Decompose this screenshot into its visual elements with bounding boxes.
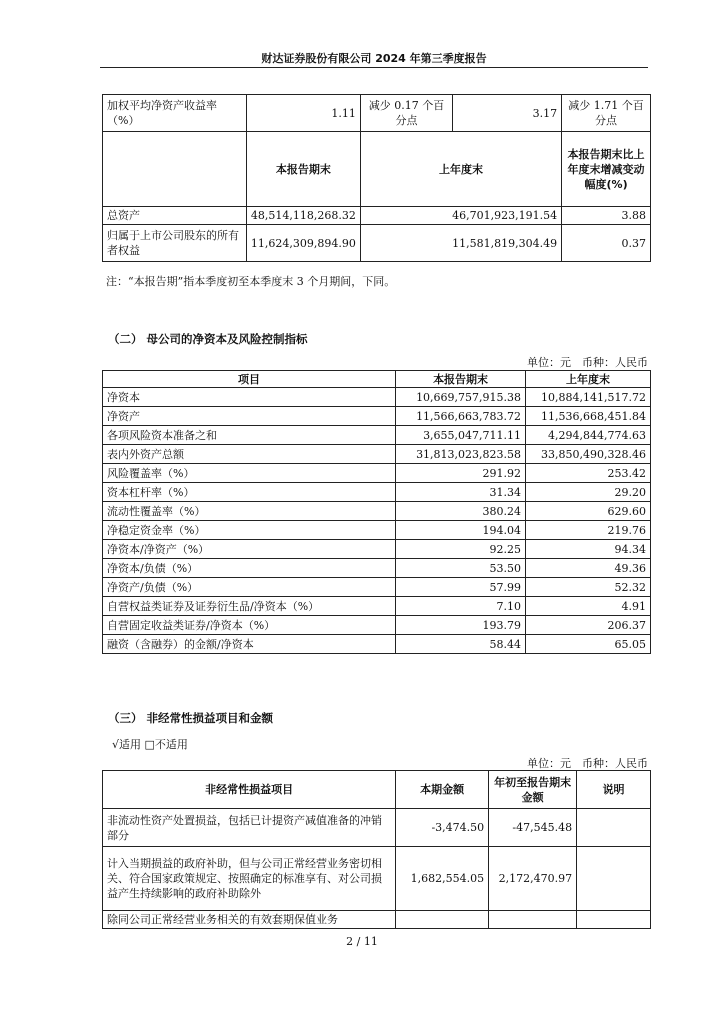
key-indicators-table <box>102 94 651 262</box>
row-label: 风险覆盖率（%） <box>103 464 396 483</box>
cell-value: 4.91 <box>526 597 651 616</box>
row-label: 总资产 <box>103 207 247 225</box>
row-label: 净稳定资金率（%） <box>103 521 396 540</box>
row-label: 净资本/净资产（%） <box>103 540 396 559</box>
table-row <box>103 597 651 616</box>
table-row <box>103 445 651 464</box>
cell-value: 65.05 <box>526 635 651 654</box>
table-row <box>103 464 651 483</box>
cell-value: 58.44 <box>396 635 526 654</box>
cell-value: 2,172,470.97 <box>489 847 577 911</box>
column-header: 上年度末 <box>360 132 561 207</box>
cell-value <box>489 911 577 929</box>
cell-value: 629.60 <box>526 502 651 521</box>
cell-value: 46,701,923,191.54 <box>360 207 561 225</box>
page-number: 2 / 11 <box>346 935 378 948</box>
cell-value: 219.76 <box>526 521 651 540</box>
cell-value: 10,669,757,915.38 <box>396 388 526 407</box>
cell-value: -47,545.48 <box>489 809 577 847</box>
table-row <box>103 847 651 911</box>
column-header: 上年度末 <box>526 371 651 388</box>
cell-value <box>396 911 489 929</box>
unit-label: 单位：元 币种：人民币 <box>527 356 648 369</box>
table-row <box>103 426 651 445</box>
cell-value: 1.11 <box>246 95 360 132</box>
row-label: 自营固定收益类证券/净资本（%） <box>103 616 396 635</box>
table-row <box>103 911 651 929</box>
cell-value: 11,536,668,451.84 <box>526 407 651 426</box>
row-label: 计入当期损益的政府补助，但与公司正常经营业务密切相关、符合国家政策规定、按照确定的标准享有、对公司损益产生持续影响的政府补助除外 <box>103 847 396 911</box>
section-title: （三） 非经常性损益项目和金额 <box>108 711 274 725</box>
table-row <box>103 559 651 578</box>
cell-value: 29.20 <box>526 483 651 502</box>
cell-value: 253.42 <box>526 464 651 483</box>
table-row <box>103 540 651 559</box>
section-title: （二） 母公司的净资本及风险控制指标 <box>108 332 308 346</box>
row-label: 净资本 <box>103 388 396 407</box>
cell-value: 31.34 <box>396 483 526 502</box>
table-header-row <box>103 771 651 809</box>
cell-value: 48,514,118,268.32 <box>246 207 360 225</box>
cell-value: 3.88 <box>562 207 651 225</box>
table-row <box>103 809 651 847</box>
table-row <box>103 635 651 654</box>
column-header: 本报告期末 <box>396 371 526 388</box>
cell-value: 减少 0.17 个百分点 <box>360 95 452 132</box>
row-label: 净资产 <box>103 407 396 426</box>
column-header: 说明 <box>577 771 651 809</box>
table-header-row <box>103 132 651 207</box>
table-row <box>103 225 651 262</box>
row-label: 净资本/负债（%） <box>103 559 396 578</box>
table-row <box>103 388 651 407</box>
non-recurring-items-table <box>102 770 651 929</box>
column-header: 年初至报告期末金额 <box>489 771 577 809</box>
cell-value: 减少 1.71 个百分点 <box>562 95 651 132</box>
column-header: 项目 <box>103 371 396 388</box>
cell-value: 31,813,023,823.58 <box>396 445 526 464</box>
cell-value: 92.25 <box>396 540 526 559</box>
cell-value: 52.32 <box>526 578 651 597</box>
column-header: 本报告期末比上年度末增减变动幅度(%) <box>562 132 651 207</box>
cell-value: 33,850,490,328.46 <box>526 445 651 464</box>
cell-value: 49.36 <box>526 559 651 578</box>
cell-value: 7.10 <box>396 597 526 616</box>
cell-value: 10,884,141,517.72 <box>526 388 651 407</box>
cell-value: 194.04 <box>396 521 526 540</box>
applicable-checkbox-line: √适用 □不适用 <box>112 738 188 751</box>
cell-value <box>577 809 651 847</box>
cell-value: 380.24 <box>396 502 526 521</box>
table-row <box>103 578 651 597</box>
cell-value: 11,566,663,783.72 <box>396 407 526 426</box>
column-header: 非经常性损益项目 <box>103 771 396 809</box>
net-capital-table <box>102 370 651 654</box>
cell-value: -3,474.50 <box>396 809 489 847</box>
cell-value: 57.99 <box>396 578 526 597</box>
row-label: 资本杠杆率（%） <box>103 483 396 502</box>
cell-value: 94.34 <box>526 540 651 559</box>
table-note: 注：“本报告期”指本季度初至本季度末 3 个月期间，下同。 <box>106 275 396 288</box>
header-divider <box>100 67 648 68</box>
row-label: 流动性覆盖率（%） <box>103 502 396 521</box>
cell-value: 3,655,047,711.11 <box>396 426 526 445</box>
cell-value: 291.92 <box>396 464 526 483</box>
cell-value: 0.37 <box>562 225 651 262</box>
table-row <box>103 616 651 635</box>
cell-value: 1,682,554.05 <box>396 847 489 911</box>
cell-value: 53.50 <box>396 559 526 578</box>
cell-value <box>577 911 651 929</box>
table-row <box>103 95 651 132</box>
unit-label: 单位：元 币种：人民币 <box>527 757 648 770</box>
cell-value: 11,624,309,894.90 <box>246 225 360 262</box>
row-label: 归属于上市公司股东的所有者权益 <box>103 225 247 262</box>
table-row <box>103 502 651 521</box>
page-header: 财达证券股份有限公司 2024 年第三季度报告 <box>261 52 487 65</box>
row-label: 加权平均净资产收益率（%） <box>103 95 247 132</box>
row-label: 融资（含融券）的金额/净资本 <box>103 635 396 654</box>
table-row <box>103 407 651 426</box>
cell-value: 193.79 <box>396 616 526 635</box>
table-header-row <box>103 371 651 388</box>
table-row <box>103 483 651 502</box>
table-row <box>103 207 651 225</box>
cell-value: 206.37 <box>526 616 651 635</box>
column-header: 本期金额 <box>396 771 489 809</box>
row-label: 除同公司正常经营业务相关的有效套期保值业务 <box>103 911 396 929</box>
cell-value: 11,581,819,304.49 <box>360 225 561 262</box>
column-header: 本报告期末 <box>246 132 360 207</box>
cell-value: 3.17 <box>453 95 562 132</box>
row-label: 各项风险资本准备之和 <box>103 426 396 445</box>
row-label: 自营权益类证券及证券衍生品/净资本（%） <box>103 597 396 616</box>
cell-value <box>577 847 651 911</box>
row-label: 非流动性资产处置损益，包括已计提资产减值准备的冲销部分 <box>103 809 396 847</box>
table-row <box>103 521 651 540</box>
row-label: 净资产/负债（%） <box>103 578 396 597</box>
cell-value: 4,294,844,774.63 <box>526 426 651 445</box>
row-label: 表内外资产总额 <box>103 445 396 464</box>
